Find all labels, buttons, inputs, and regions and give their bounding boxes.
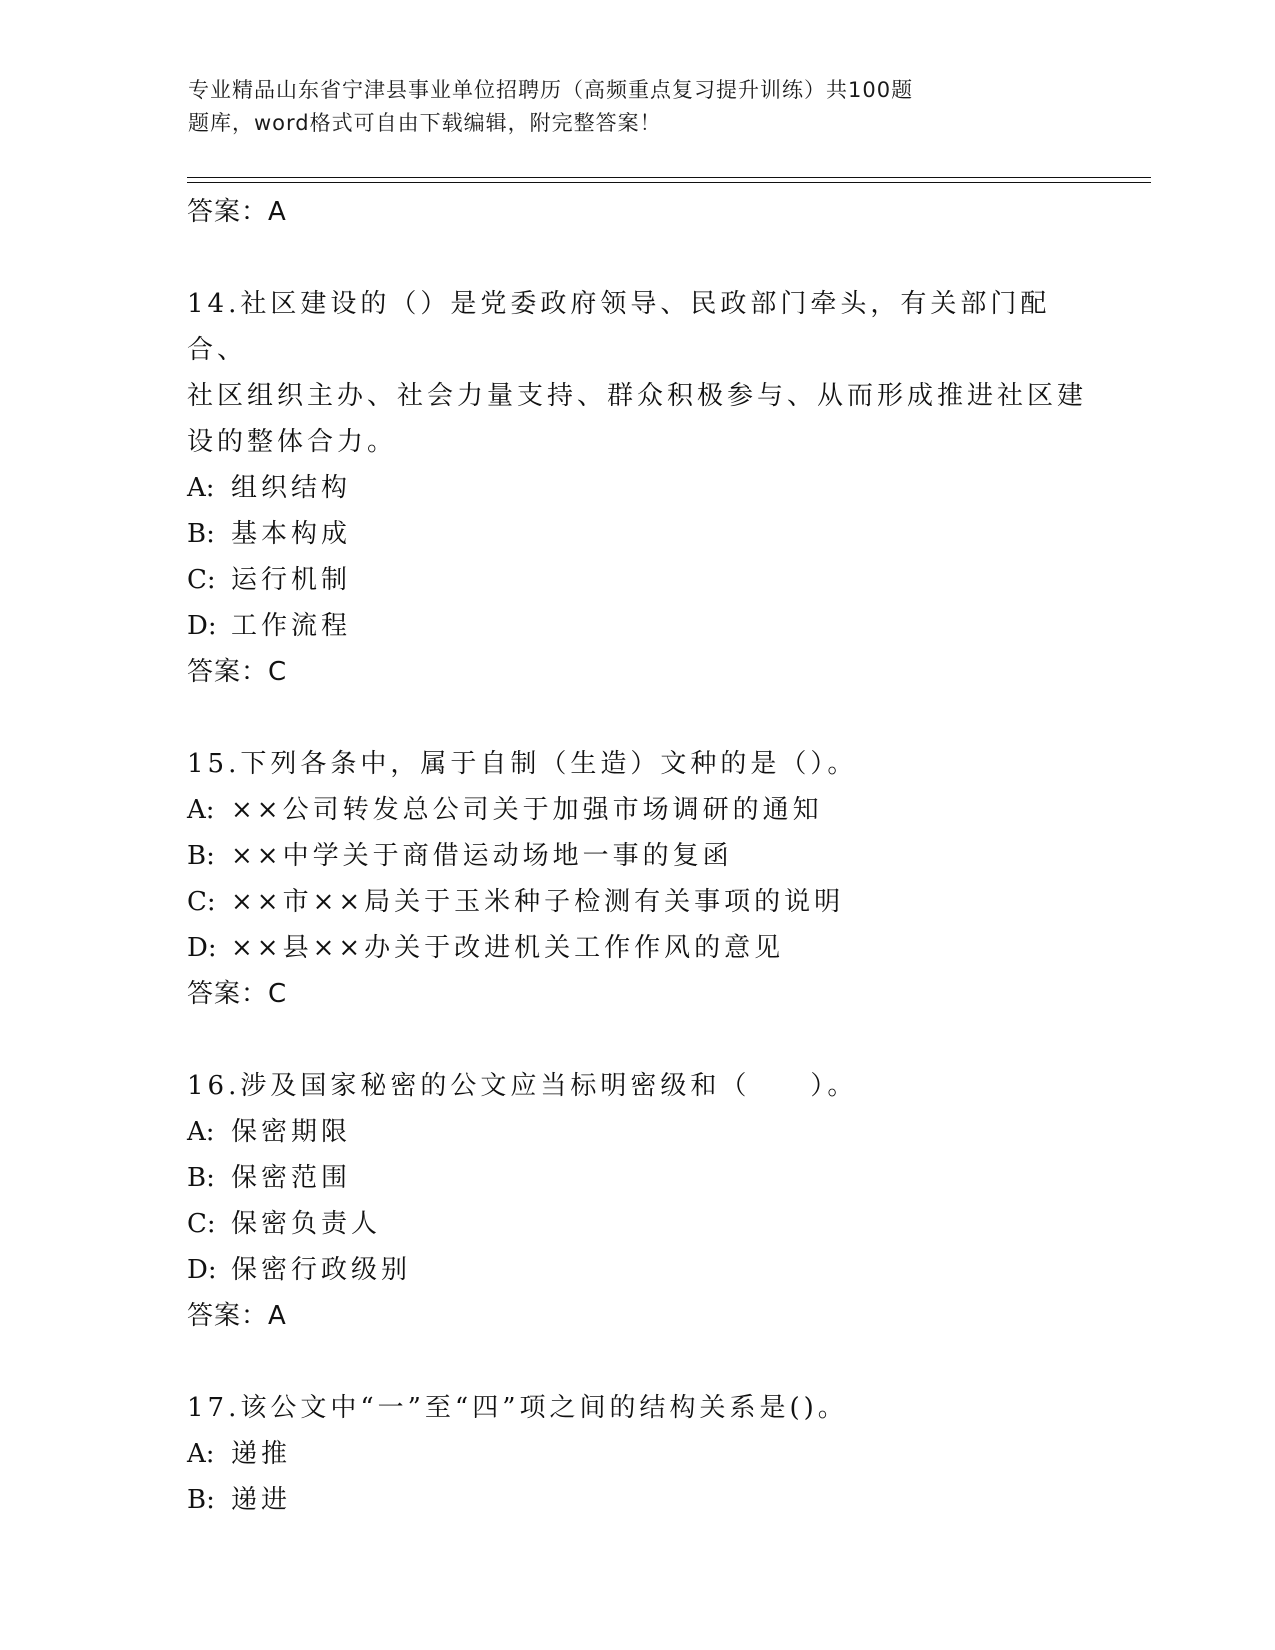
- option-b: [187, 1477, 1087, 1523]
- stem-line: 社区组织主办、社会力量支持、群众积极参与、从而形成推进社区建: [187, 381, 1088, 411]
- question-stem: [187, 281, 1087, 465]
- question-stem: [187, 1063, 1087, 1109]
- option-c: [187, 879, 1087, 925]
- question-block: [187, 1063, 1087, 1339]
- option-key: D:: [187, 611, 217, 641]
- option-text: ××中学关于商借运动场地一事的复函: [231, 841, 733, 871]
- option-key: D:: [187, 933, 217, 963]
- option-d: [187, 925, 1087, 971]
- option-key: B:: [187, 1163, 215, 1193]
- option-key: C:: [187, 565, 216, 595]
- header-divider-top: [187, 177, 1151, 178]
- option-a: [187, 1431, 1087, 1477]
- option-a: [187, 787, 1087, 833]
- option-key: B:: [187, 1485, 215, 1515]
- spacer: [187, 695, 1087, 741]
- option-b: [187, 833, 1087, 879]
- option-text: 基本构成: [231, 519, 352, 549]
- header-line-2: 题库，word格式可自由下载编辑，附完整答案！: [188, 111, 662, 135]
- option-key: A:: [187, 473, 215, 503]
- answer-line: 答案：A: [187, 197, 287, 227]
- spacer: [187, 1339, 1087, 1385]
- option-key: A:: [187, 1117, 215, 1147]
- option-a: [187, 465, 1087, 511]
- question-block: [187, 1385, 1087, 1523]
- option-key: B:: [187, 519, 215, 549]
- question-stem: [187, 741, 1087, 787]
- option-text: ××市××局关于玉米种子检测有关事项的说明: [231, 887, 845, 917]
- option-key: C:: [187, 1209, 216, 1239]
- answer-line: 答案：C: [187, 979, 288, 1009]
- question-stem: [187, 1385, 1087, 1431]
- option-b: [187, 511, 1087, 557]
- document-header: [188, 74, 1028, 140]
- stem-line: 17.该公文中“一”至“四”项之间的结构关系是()。: [187, 1393, 848, 1423]
- option-text: 保密期限: [231, 1117, 352, 1147]
- option-text: 递进: [231, 1485, 292, 1515]
- option-text: 运行机制: [231, 565, 352, 595]
- question-block: [187, 741, 1087, 1017]
- option-text: ××县××办关于改进机关工作作风的意见: [231, 933, 785, 963]
- option-text: 保密负责人: [231, 1209, 382, 1239]
- question-block: [187, 281, 1087, 695]
- header-line-1: 专业精品山东省宁津县事业单位招聘历（高频重点复习提升训练）共100题: [188, 78, 914, 102]
- option-a: [187, 1109, 1087, 1155]
- option-text: 保密范围: [231, 1163, 352, 1193]
- answer-line: 答案：A: [187, 1301, 287, 1331]
- option-key: B:: [187, 841, 215, 871]
- stem-line: 14.社区建设的（）是党委政府领导、民政部门牵头，有关部门配合、: [187, 289, 1051, 365]
- stem-line: 设的整体合力。: [187, 427, 398, 457]
- question-list: [187, 189, 1087, 1523]
- option-text: 组织结构: [231, 473, 352, 503]
- option-text: 工作流程: [231, 611, 352, 641]
- header-divider-bottom: [187, 182, 1151, 183]
- option-key: D:: [187, 1255, 217, 1285]
- option-key: C:: [187, 887, 216, 917]
- option-text: ××公司转发总公司关于加强市场调研的通知: [231, 795, 823, 825]
- option-text: 保密行政级别: [231, 1255, 412, 1285]
- option-d: [187, 603, 1087, 649]
- spacer: [187, 1017, 1087, 1063]
- option-c: [187, 557, 1087, 603]
- option-key: A:: [187, 1439, 215, 1469]
- spacer: [187, 235, 1087, 281]
- answer-line: 答案：C: [187, 657, 288, 687]
- stem-line: 15.下列各条中，属于自制（生造）文种的是（）。: [187, 749, 858, 779]
- option-b: [187, 1155, 1087, 1201]
- option-d: [187, 1247, 1087, 1293]
- option-text: 递推: [231, 1439, 292, 1469]
- stem-line: 16.涉及国家秘密的公文应当标明密级和（ ）。: [187, 1071, 858, 1101]
- option-key: A:: [187, 795, 215, 825]
- option-c: [187, 1201, 1087, 1247]
